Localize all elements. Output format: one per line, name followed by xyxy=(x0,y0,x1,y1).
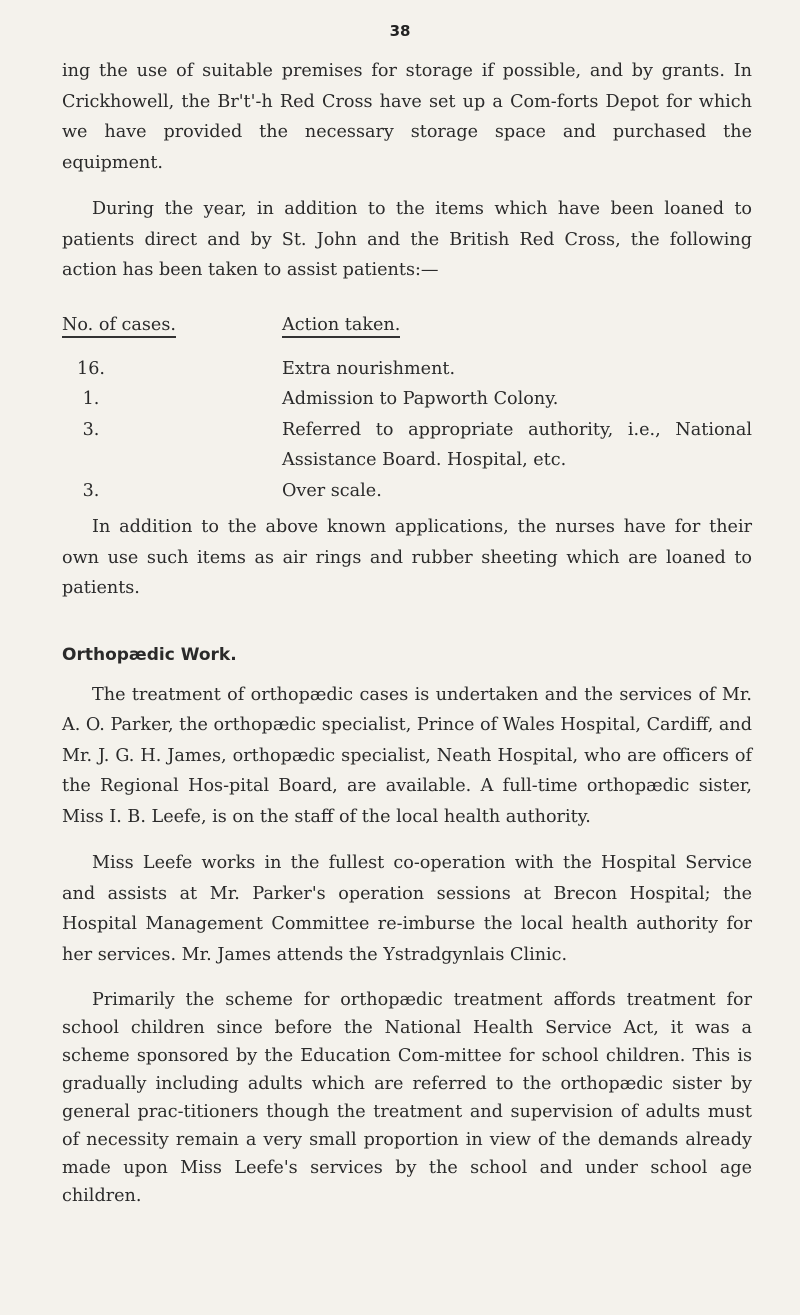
header-cases: No. of cases. xyxy=(62,315,176,338)
table-row xyxy=(62,354,752,385)
cases-count: 1. xyxy=(82,389,100,409)
cases-count: 3. xyxy=(82,419,100,440)
paragraph-scheme: Primarily the scheme for orthopædic treatment affords treatment for school children since before the National Health Service Act, it was a scheme sponsored by the Education Com-mittee for school children. This is gradually including adults which are referred to the orthopædic sister by general prac-titioners though the treatment and supervision of adults must of necessity remain a very small proportion in view of the demands already made upon Miss Leefe's services by the school and under school age children. xyxy=(62,990,752,1206)
action-text: Extra nourishment. xyxy=(282,358,456,379)
cases-count: 3. xyxy=(82,480,100,501)
table-row xyxy=(62,415,752,476)
paragraph-orthopaedic-treatment: The treatment of orthopædic cases is undertaken and the services of Mr. A. O. Parker, the orthopædic specialist, Prince of Wales Hospital, Cardiff, and Mr. J. G. H. James, orthopædic specialist, Neath Hospital, who are officers of the Regional Hos-pital Board, are available. A full-time orthopædic sister, Miss I. B. Leefe, is on the staff of the local health authority. xyxy=(62,684,752,827)
paragraph-miss-leefe: Miss Leefe works in the fullest co-operation with the Hospital Service and assists at Mr. Parker's operation sessions at Brecon Hospital; the Hospital Management Committee re-imburse the local health authority for her services. Mr. James attends the Ystradgynlais Clinic. xyxy=(62,853,752,965)
paragraph-nurses-items: In addition to the above known applications, the nurses have for their own use such items as air rings and rubber sheeting which are loaned to patients. xyxy=(62,517,752,598)
page-body xyxy=(62,56,752,1210)
table-row xyxy=(62,476,752,507)
paragraph-during-year: During the year, in addition to the items which have been loaned to patients direct and by St. John and the British Red Cross, the following action has been taken to assist patients:— xyxy=(62,199,752,280)
paragraph-storage: ing the use of suitable premises for storage if possible, and by grants. In Crickhowell, the Br't'-h Red Cross have set up a Com-forts Depot for which we have provided the necessary storage space and purchased the equipment. xyxy=(62,61,752,173)
cases-count: 16. xyxy=(77,358,105,379)
action-text: Admission to Papworth Colony. xyxy=(282,389,559,409)
cases-table-header xyxy=(62,310,752,340)
action-text: Referred to appropriate authority, i.e., National Assistance Board. Hospital, etc. xyxy=(282,419,752,470)
section-heading: Orthopædic Work. xyxy=(62,644,237,665)
header-action: Action taken. xyxy=(282,315,400,338)
action-text: Over scale. xyxy=(282,480,382,501)
table-row xyxy=(62,384,752,415)
page-number: 38 xyxy=(389,22,411,40)
